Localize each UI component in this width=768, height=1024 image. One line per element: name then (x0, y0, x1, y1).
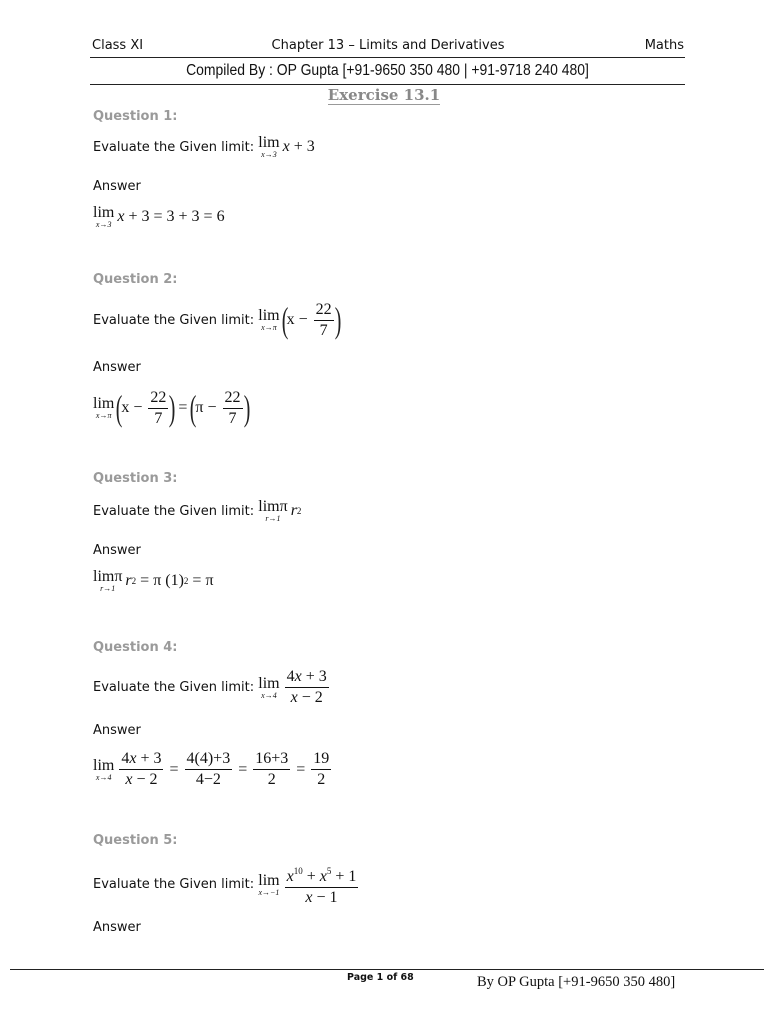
page-number: Page 1 of 68 (347, 972, 414, 983)
question-prompt: Evaluate the Given limit: lim x→4 $\frac{4x + 3}{x - 2}$ (93, 668, 331, 707)
answer-label: Answer (93, 723, 141, 738)
question-prompt: Evaluate the Given limit: lim x→−1 $\frac{x^{10} + x^5 + 1}{x - 1}$ (93, 862, 360, 907)
question-heading: Question 4: (93, 640, 178, 655)
math-expression: limπ r→1 r 2 (258, 498, 302, 523)
answer-math: lim x→3 x + 3 = 3 + 3 = 6 (93, 204, 225, 229)
math-expression: lim x→π ( x − $\frac{22}{7}$ ) (258, 300, 341, 340)
answer-label: Answer (93, 360, 141, 375)
answer-label: Answer (93, 543, 141, 558)
question-heading: Question 1: (93, 109, 178, 124)
header-chapter: Chapter 13 – Limits and Derivatives (271, 38, 505, 53)
question-prompt: Evaluate the Given limit: lim x→3 x + 3 (93, 134, 315, 159)
question-prompt: Evaluate the Given limit: limπ r→1 r 2 (93, 498, 302, 523)
footer-rule (10, 969, 764, 970)
footer-byline: By OP Gupta [+91-9650 350 480] (477, 974, 676, 990)
question-heading: Question 5: (93, 833, 178, 848)
header-class: Class XI (92, 38, 144, 53)
question-heading: Question 3: (93, 471, 178, 486)
math-expression: lim x→3 x + 3 (258, 134, 315, 159)
answer-math: lim x→4 $\frac{4x + 3}{x - 2}$ = $\frac{4(4)+3}{4-2}$ = $\frac{16+3}{2}$ = $\frac{19}{2}$ (93, 750, 330, 788)
question-prompt: Evaluate the Given limit: lim x→π ( x − $\frac{22}{7}$ ) (93, 300, 341, 340)
answer-math: lim x→π ( x − $\frac{22}{7}$ ) = ( π − $\frac{22}{7}$ ) (93, 388, 250, 428)
math-expression: lim x→4 $\frac{4x + 3}{x - 2}$ (258, 668, 327, 706)
header-rule-2 (90, 84, 685, 85)
page-header (92, 38, 684, 58)
exercise-title: Exercise 13.1 (327, 86, 441, 104)
math-expression: lim x→−1 $\frac{x^{10} + x^5 + 1}{x - 1}$ (258, 862, 360, 907)
compiled-by: Compiled By : OP Gupta [+91-9650 350 480 | +91-9718 240 480] (186, 62, 589, 79)
question-heading: Question 2: (93, 272, 178, 287)
header-rule (90, 57, 685, 58)
header-subject: Maths (644, 38, 684, 53)
answer-label: Answer (93, 920, 141, 935)
answer-math: limπ r→1 r 2 = π (1) 2 = π (93, 568, 214, 593)
answer-label: Answer (93, 179, 141, 194)
